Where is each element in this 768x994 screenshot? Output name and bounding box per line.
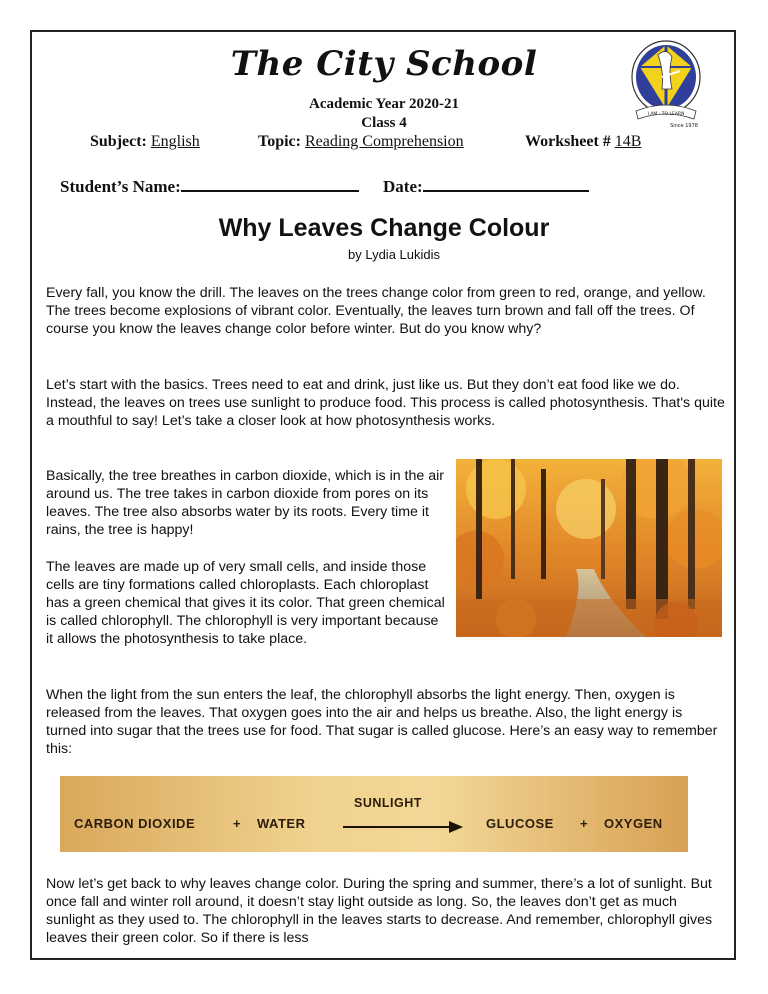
equation-sunlight: SUNLIGHT xyxy=(354,796,422,810)
school-crest-logo xyxy=(628,37,704,129)
date-blank[interactable] xyxy=(423,176,589,192)
paragraph-5: When the light from the sun enters the leaf, the chlorophyll absorbs the light energy. Then, oxygen is released from the leaves. That oxygen goes into the air and helps us breathe. Also, the light energy is turned into sugar that the trees use for food. That sugar is called glucose. Here’s an easy way to remember this: xyxy=(46,687,718,757)
article-title: Why Leaves Change Colour xyxy=(218,214,550,242)
school-name: The City School xyxy=(230,44,538,84)
equation-water: WATER xyxy=(257,816,306,831)
topic-value: Reading Comprehension xyxy=(304,133,464,150)
worksheet-label: Worksheet # xyxy=(525,133,611,150)
student-name-blank[interactable] xyxy=(181,176,359,192)
paragraph-3: Basically, the tree breathes in carbon dioxide, which is in the air around us. The tree takes in carbon dioxide from pores on its leaves. The tree also absorbs water by its roots. Every time it rains, the tree is happy! xyxy=(46,468,444,538)
subject-value: English xyxy=(150,133,200,150)
article-author: by Lydia Lukidis xyxy=(347,247,440,262)
paragraph-2: Let’s start with the basics. Trees need to eat and drink, just like us. But they don’t eat food like we do. Instead, the leaves on trees use sunlight to produce food. This process is called photosynthesis. That's quite a mouthful to say! Let’s take a closer look at how photosynthesis works. xyxy=(46,377,725,429)
photosynthesis-equation-banner xyxy=(60,776,688,852)
subject-label: Subject: xyxy=(90,133,147,150)
date-field xyxy=(383,176,589,197)
equation-oxygen: OXYGEN xyxy=(604,816,663,831)
topic-field xyxy=(258,133,464,151)
academic-year: Academic Year 2020-21 xyxy=(309,96,459,112)
paragraph-4: The leaves are made up of very small cells, and inside those cells are tiny formations called chloroplasts. Each chloroplast has a green chemical that gives it its color. That green chemical is called chlorophyll. The chlorophyll is very important because it allows the photosynthesis to take place. xyxy=(46,559,445,647)
subject-field xyxy=(90,133,200,151)
crest-motto: I AM - TO LEARN xyxy=(647,112,685,117)
equation-glucose: GLUCOSE xyxy=(486,816,554,831)
student-name-field xyxy=(60,176,359,197)
student-name-label: Student’s Name: xyxy=(60,177,181,196)
worksheet-field xyxy=(525,133,641,151)
autumn-forest-photo xyxy=(456,459,722,637)
equation-plus-1: + xyxy=(233,816,242,831)
topic-label: Topic: xyxy=(258,133,301,150)
worksheet-value: 14B xyxy=(614,133,642,150)
equation-plus-2: + xyxy=(580,816,589,831)
paragraph-1: Every fall, you know the drill. The leaves on the trees change color from green to red, orange, and yellow. The trees become explosions of vibrant color. Eventually, the leaves turn brown and fall off the trees. Of course you know the leaves change color before winter. But do you know why? xyxy=(46,285,706,337)
equation-arrow-icon xyxy=(343,821,463,833)
equation-carbon-dioxide: CARBON DIOXIDE xyxy=(74,816,196,831)
paragraph-6: Now let’s get back to why leaves change color. During the spring and summer, there’s a lot of sunlight. But once fall and winter roll around, it doesn’t stay light outside as long. So, the leaves don’t get as much sunlight as they used to. The chlorophyll in the leaves starts to decrease. And remember, chlorophyll gives leaves their green color. So if there is less xyxy=(46,876,713,946)
class-label: Class 4 xyxy=(361,115,407,131)
crest-since: Since 1978 xyxy=(670,123,698,129)
date-label: Date: xyxy=(383,177,423,196)
